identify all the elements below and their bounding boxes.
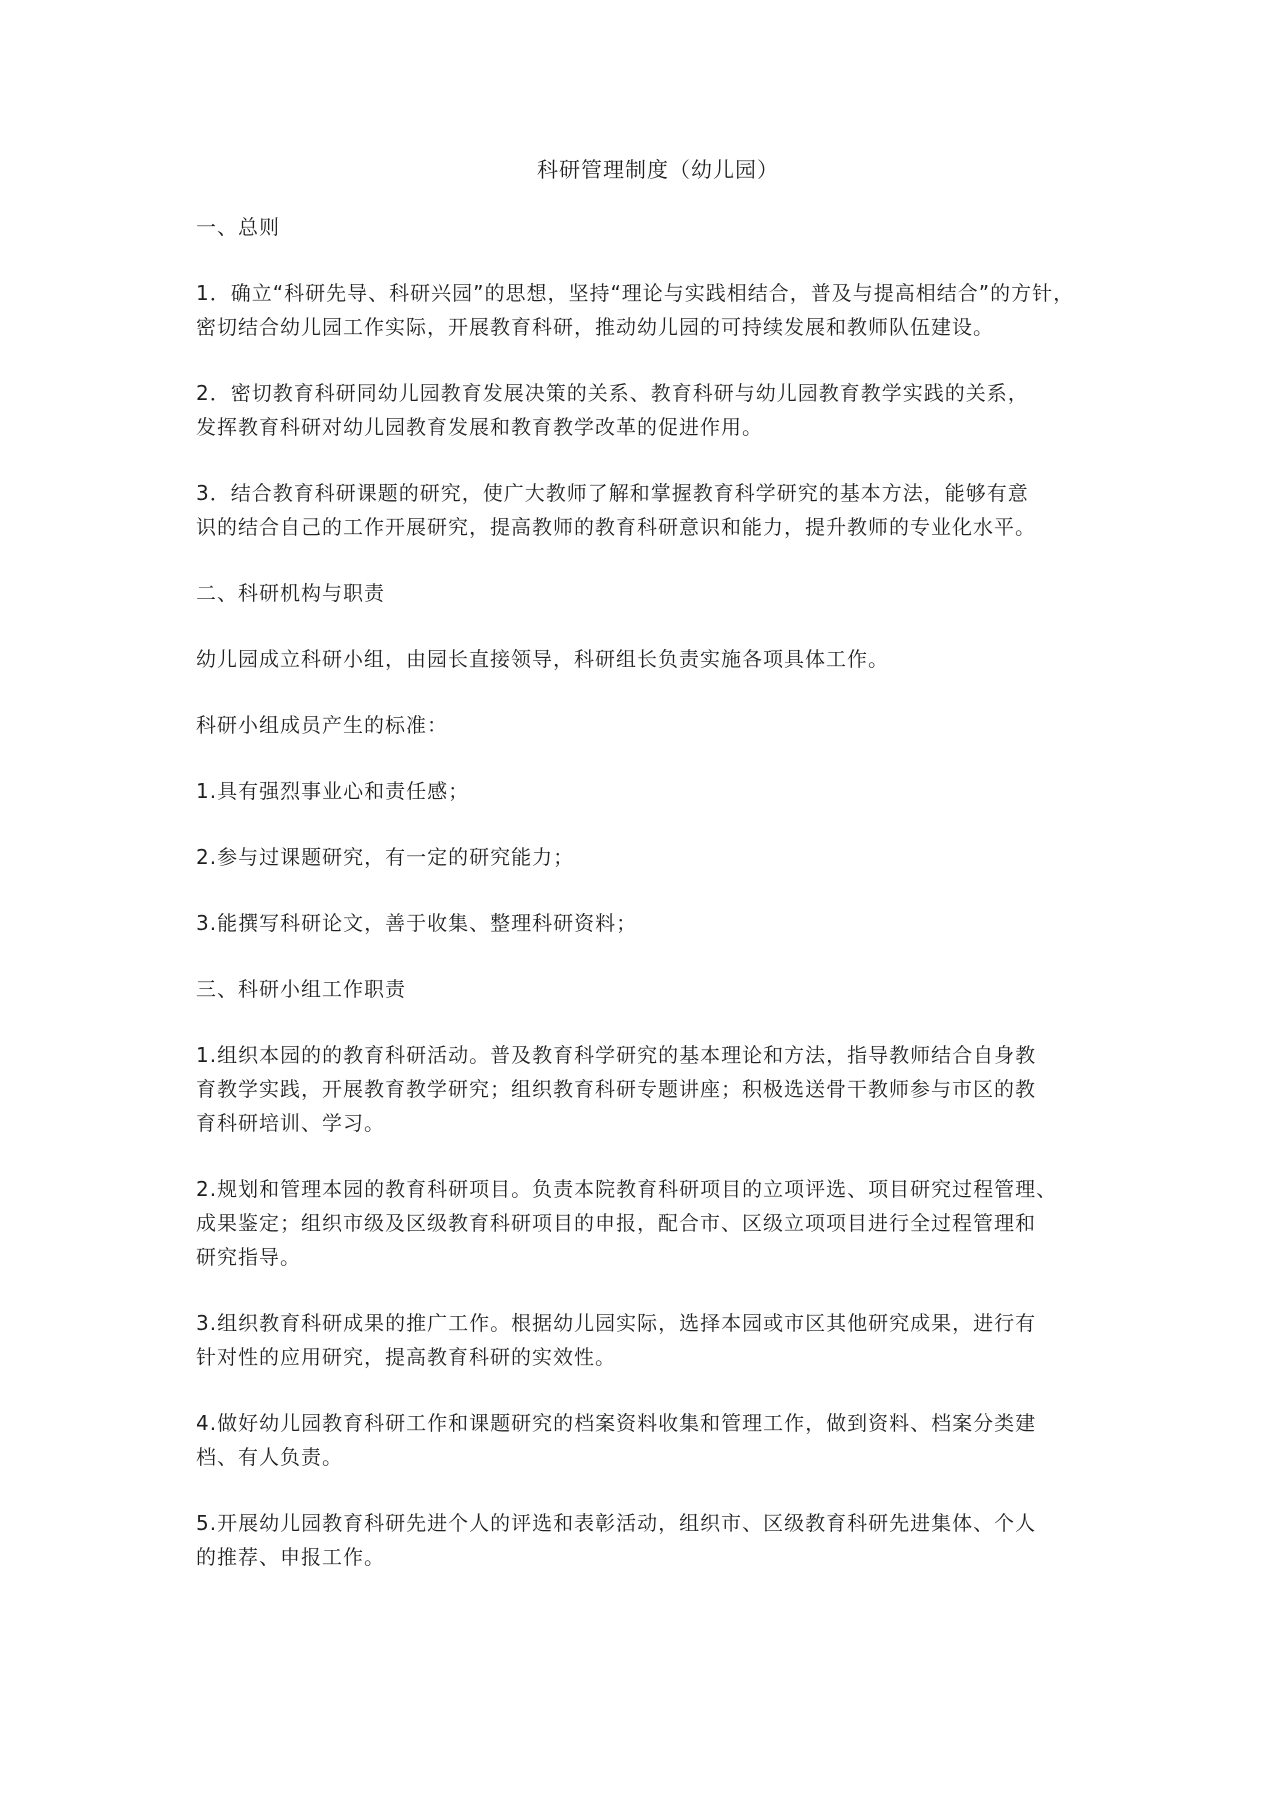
paragraph: [196, 1038, 1100, 1140]
paragraph-line: 3．结合教育科研课题的研究，使广大教师了解和掌握教育科学研究的基本方法，能够有意: [196, 481, 1029, 505]
document-title: 科研管理制度（幼儿园）: [537, 158, 779, 182]
paragraph-line: 育科研培训、学习。: [196, 1111, 385, 1135]
paragraph: [196, 476, 1100, 544]
paragraph-line: 的推荐、申报工作。: [196, 1545, 385, 1569]
paragraph-line: 1．确立“科研先导、科研兴园”的思想，坚持“理论与实践相结合，普及与提高相结合”的方针，: [196, 281, 1075, 305]
paragraph: [196, 376, 1100, 444]
paragraph-line: 发挥教育科研对幼儿园教育发展和教育教学改革的促进作用。: [196, 415, 763, 439]
paragraph-line: 针对性的应用研究，提高教育科研的实效性。: [196, 1345, 616, 1369]
paragraph-line: 2.参与过课题研究，有一定的研究能力；: [196, 845, 575, 869]
paragraph-line: 2.规划和管理本园的教育科研项目。负责本院教育科研项目的立项评选、项目研究过程管理、: [196, 1177, 1058, 1201]
paragraph: [196, 774, 1100, 808]
paragraph: [196, 840, 1100, 874]
section-heading: 一、总则: [196, 215, 280, 239]
paragraph-line: 成果鉴定；组织市级及区级教育科研项目的申报，配合市、区级立项项目进行全过程管理和: [196, 1211, 1036, 1235]
paragraph: [196, 276, 1100, 344]
paragraph-line: 幼儿园成立科研小组，由园长直接领导，科研组长负责实施各项具体工作。: [196, 647, 889, 671]
paragraph-line: 密切结合幼儿园工作实际，开展教育科研，推动幼儿园的可持续发展和教师队伍建设。: [196, 315, 994, 339]
paragraph: [196, 1506, 1100, 1574]
paragraph: [196, 642, 1100, 676]
paragraph-line: 档、有人负责。: [196, 1445, 343, 1469]
paragraph-line: 4.做好幼儿园教育科研工作和课题研究的档案资料收集和管理工作，做到资料、档案分类建: [196, 1411, 1037, 1435]
paragraph-line: 1.具有强烈事业心和责任感；: [196, 779, 470, 803]
paragraph: [196, 708, 1100, 742]
paragraph-line: 科研小组成员产生的标准：: [196, 713, 448, 737]
paragraph-line: 3.能撰写科研论文，善于收集、整理科研资料；: [196, 911, 638, 935]
paragraph-line: 育教学实践，开展教育教学研究；组织教育科研专题讲座；积极选送骨干教师参与市区的教: [196, 1077, 1036, 1101]
paragraph: [196, 906, 1100, 940]
paragraph: [196, 1406, 1100, 1474]
section-heading: 二、科研机构与职责: [196, 581, 385, 605]
paragraph-line: 识的结合自己的工作开展研究，提高教师的教育科研意识和能力，提升教师的专业化水平。: [196, 515, 1036, 539]
paragraph-line: 2．密切教育科研同幼儿园教育发展决策的关系、教育科研与幼儿园教育教学实践的关系，: [196, 381, 1029, 405]
section-heading: 三、科研小组工作职责: [196, 977, 406, 1001]
paragraph-line: 1.组织本园的的教育科研活动。普及教育科学研究的基本理论和方法，指导教师结合自身教: [196, 1043, 1037, 1067]
paragraph: [196, 1306, 1100, 1374]
paragraph-line: 3.组织教育科研成果的推广工作。根据幼儿园实际，选择本园或市区其他研究成果，进行有: [196, 1311, 1037, 1335]
document-body: [196, 210, 1100, 1574]
paragraph-line: 5.开展幼儿园教育科研先进个人的评选和表彰活动，组织市、区级教育科研先进集体、个人: [196, 1511, 1037, 1535]
paragraph-line: 研究指导。: [196, 1245, 301, 1269]
paragraph: [196, 1172, 1100, 1274]
